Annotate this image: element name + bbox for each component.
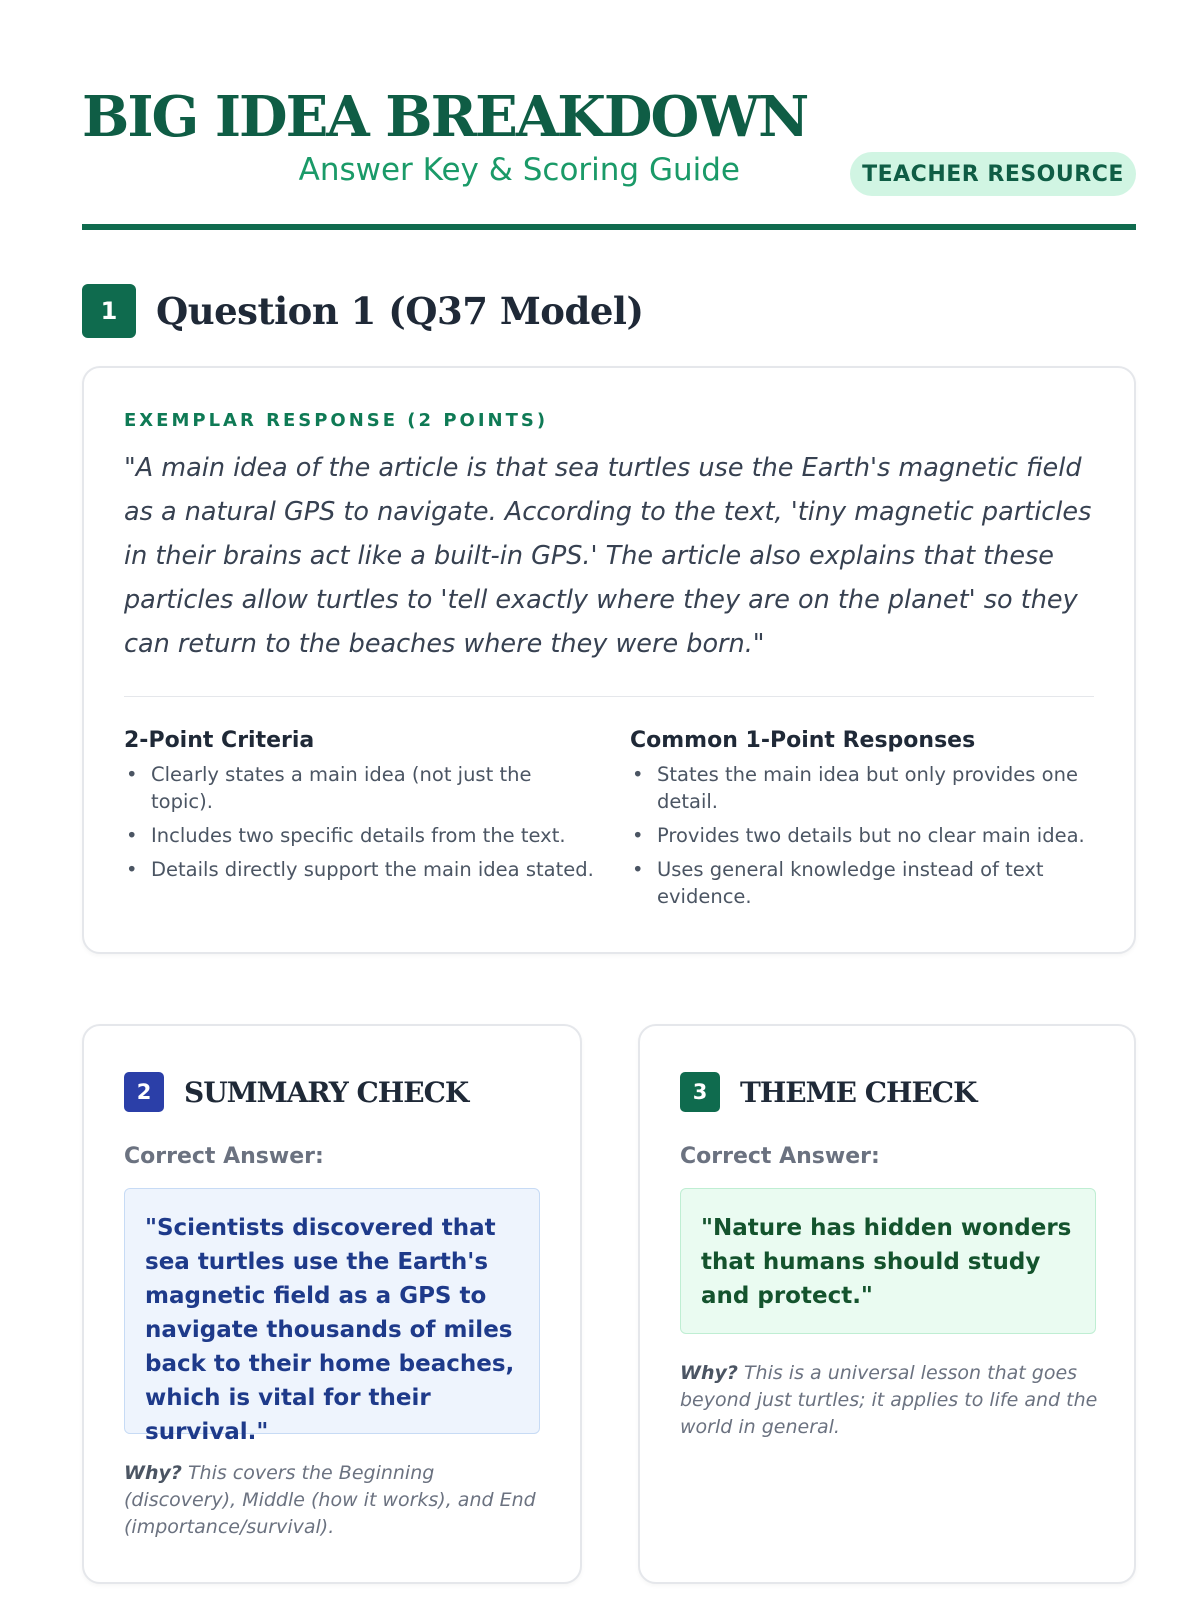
- why-text: This covers the Beginning (discovery), Middle (how it works), and End (importance/survival).: [124, 1462, 536, 1538]
- header-divider: [82, 224, 1136, 230]
- list-item: • Uses general knowledge instead of text evidence.: [630, 856, 1100, 910]
- theme-check-heading: [680, 1072, 976, 1112]
- theme-check-card: [638, 1024, 1136, 1584]
- why-label: Why?: [124, 1462, 182, 1484]
- question-1-heading: [82, 284, 643, 338]
- card-divider: [124, 696, 1094, 697]
- list-item: • Includes two specific details from the text.: [124, 822, 594, 849]
- criteria-title: 2-Point Criteria: [124, 728, 315, 753]
- one-point-title: Common 1-Point Responses: [630, 728, 976, 753]
- question-number-badge: 1: [82, 284, 136, 338]
- theme-check-title: THEME CHECK: [740, 1075, 977, 1109]
- summary-check-card: [82, 1024, 582, 1584]
- exemplar-card: [82, 366, 1136, 954]
- question-1-title: Question 1 (Q37 Model): [156, 289, 644, 333]
- summary-why: [124, 1460, 544, 1541]
- one-point-list: [630, 761, 1100, 910]
- theme-number-badge: 3: [680, 1072, 720, 1112]
- summary-check-title: SUMMARY CHECK: [184, 1075, 469, 1109]
- why-label: Why?: [680, 1362, 738, 1384]
- summary-number-badge: 2: [124, 1072, 164, 1112]
- exemplar-label: EXEMPLAR RESPONSE (2 POINTS): [124, 410, 549, 431]
- correct-answer-label: Correct Answer:: [124, 1144, 324, 1169]
- summary-check-heading: [124, 1072, 468, 1112]
- exemplar-response: "A main idea of the article is that sea turtles use the Earth's magnetic field as a natural GPS to navigate. According to the text, 'tiny magnetic particles in their brains act like a built-in GPS.' The article also explains that these particles allow turtles to 'tell exactly where they are on the planet' so they can return to the beaches where they were born.": [124, 453, 1092, 659]
- list-item: • Clearly states a main idea (not just the topic).: [124, 761, 594, 815]
- list-item: • Provides two details but no clear main idea.: [630, 822, 1100, 849]
- criteria-list: [124, 761, 594, 883]
- one-point-column: [630, 728, 1100, 917]
- list-item: • States the main idea but only provides one detail.: [630, 761, 1100, 815]
- correct-answer-label: Correct Answer:: [680, 1144, 880, 1169]
- theme-why: [680, 1360, 1100, 1441]
- page-header: [82, 84, 1136, 230]
- teacher-resource-badge: TEACHER RESOURCE: [850, 152, 1136, 196]
- page-subtitle: Answer Key & Scoring Guide: [298, 152, 740, 188]
- list-item: • Details directly support the main idea stated.: [124, 856, 594, 883]
- summary-answer-box: "Scientists discovered that sea turtles use the Earth's magnetic field as a GPS to navigate thousands of miles back to their home beaches, which is vital for their survival.": [124, 1188, 540, 1434]
- theme-answer-box: "Nature has hidden wonders that humans should study and protect.": [680, 1188, 1096, 1334]
- why-text: This is a universal lesson that goes beyond just turtles; it applies to life and the world in general.: [680, 1362, 1098, 1438]
- page-title: BIG IDEA BREAKDOWN: [82, 84, 808, 150]
- criteria-column: [124, 728, 594, 890]
